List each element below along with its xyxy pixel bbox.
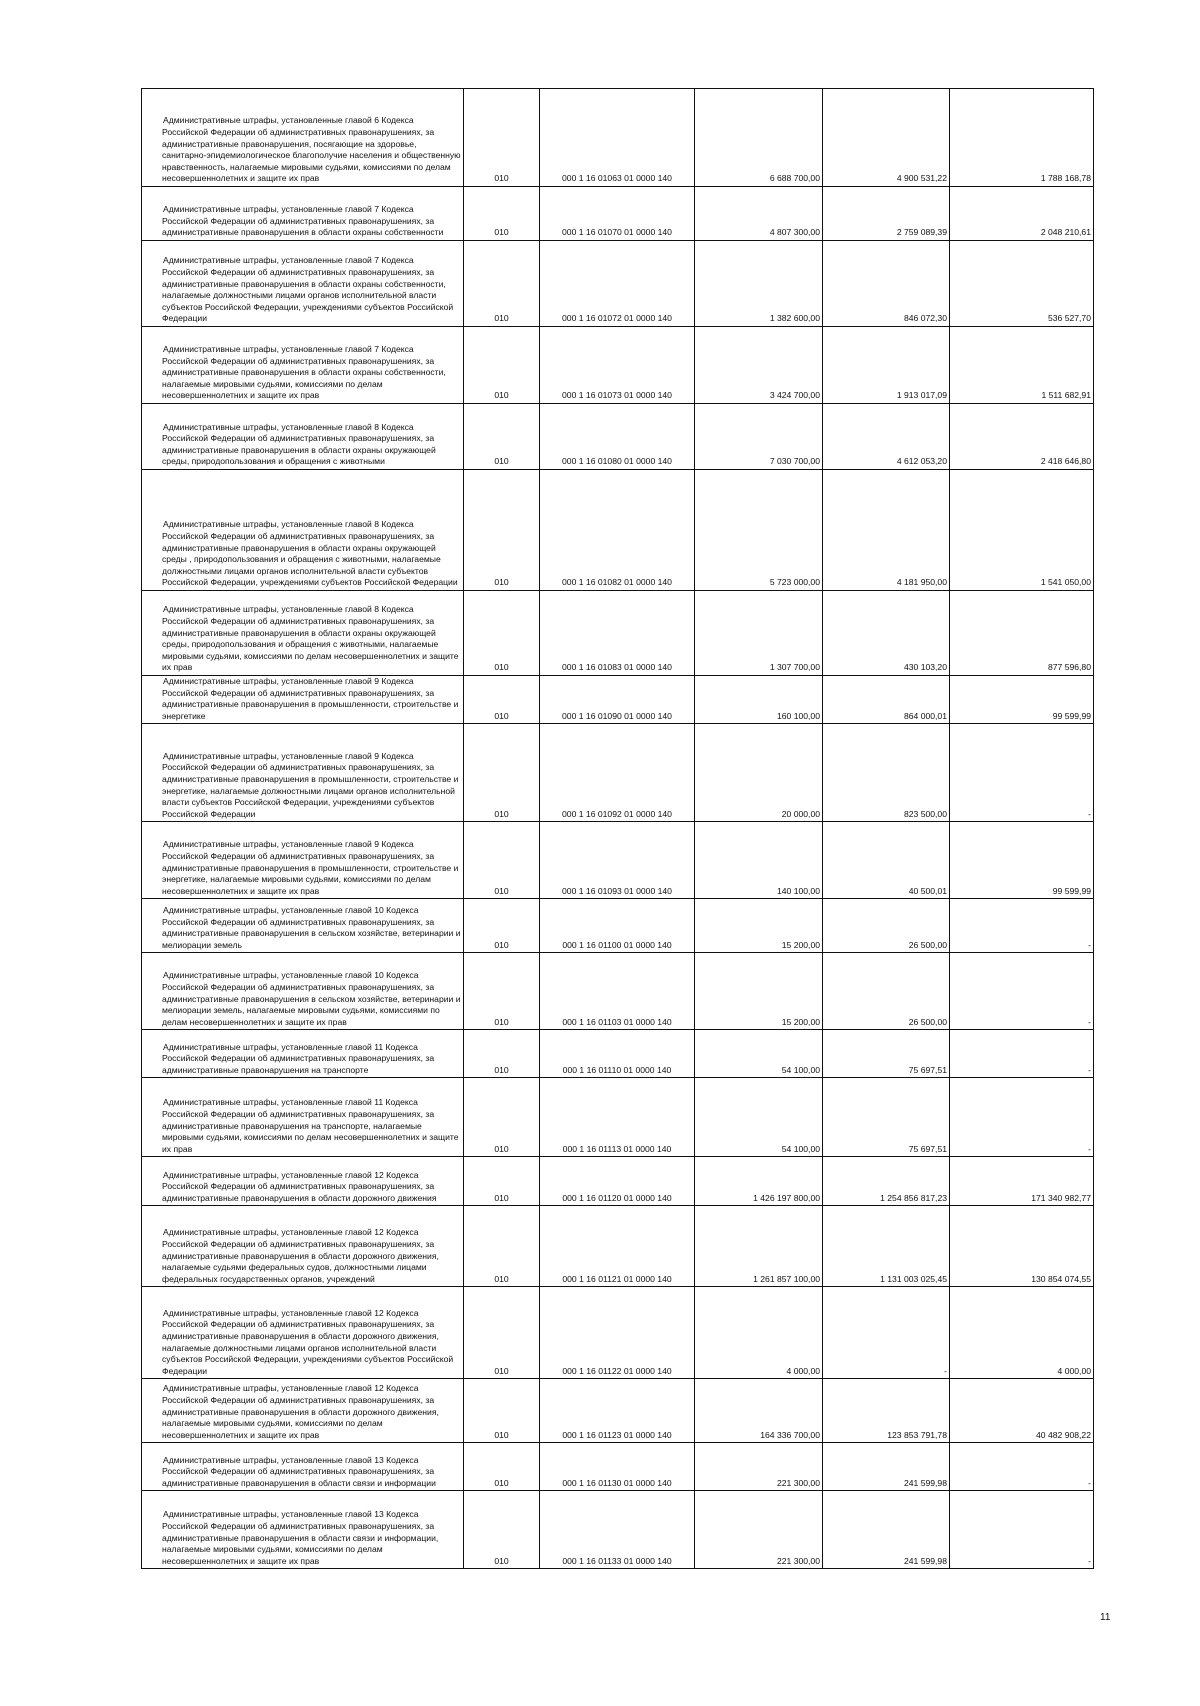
row-budget-code: 000 1 16 01082 01 0000 140 xyxy=(540,470,695,591)
row-description: Административные штрафы, установленные главой 9 Кодекса Российской Федерации об административных правонарушениях, за административные правонарушения в промышленности, строительстве и энергетике, налагаемые мировыми судьями, комиссиями по делам несовершеннолетних и защите их прав xyxy=(142,822,464,899)
row-description: Административные штрафы, установленные главой 11 Кодекса Российской Федерации об административных правонарушениях, за административные правонарушения на транспорте xyxy=(142,1030,464,1078)
row-budget-code: 000 1 16 01123 01 0000 140 xyxy=(540,1379,695,1443)
row-executed-amount: 823 500,00 xyxy=(823,724,950,822)
table-row xyxy=(142,724,1094,822)
row-description: Административные штрафы, установленные главой 13 Кодекса Российской Федерации об административных правонарушениях, за административные правонарушения в области связи и информации, налагаемые мировыми судьями, комиссиями по делам несовершеннолетних и защите их прав xyxy=(142,1491,464,1569)
row-line-code: 010 xyxy=(464,953,540,1030)
row-line-code: 010 xyxy=(464,1206,540,1287)
row-description: Административные штрафы, установленные главой 13 Кодекса Российской Федерации об административных правонарушениях, за административные правонарушения в области связи и информации xyxy=(142,1443,464,1491)
row-budget-code: 000 1 16 01070 01 0000 140 xyxy=(540,187,695,241)
row-executed-amount: 1 913 017,09 xyxy=(823,327,950,404)
row-approved-amount: 221 300,00 xyxy=(695,1491,823,1569)
row-approved-amount: 1 261 857 100,00 xyxy=(695,1206,823,1287)
row-budget-code: 000 1 16 01122 01 0000 140 xyxy=(540,1287,695,1379)
row-unexecuted-amount: 1 788 168,78 xyxy=(950,89,1094,187)
row-budget-code: 000 1 16 01090 01 0000 140 xyxy=(540,676,695,724)
row-unexecuted-amount: - xyxy=(950,1030,1094,1078)
table-row xyxy=(142,241,1094,327)
table-row xyxy=(142,822,1094,899)
row-unexecuted-amount: 1 541 050,00 xyxy=(950,470,1094,591)
row-unexecuted-amount: 2 418 646,80 xyxy=(950,404,1094,470)
row-description: Административные штрафы, установленные главой 10 Кодекса Российской Федерации об административных правонарушениях, за административные правонарушения в сельском хозяйстве, ветеринарии и мелиорации земель, налагаемые мировыми судьями, комиссиями по делам несовершеннолетних и защите их прав xyxy=(142,953,464,1030)
row-line-code: 010 xyxy=(464,89,540,187)
row-line-code: 010 xyxy=(464,724,540,822)
table-row xyxy=(142,899,1094,953)
table-row xyxy=(142,1491,1094,1569)
row-line-code: 010 xyxy=(464,1287,540,1379)
row-budget-code: 000 1 16 01130 01 0000 140 xyxy=(540,1443,695,1491)
row-budget-code: 000 1 16 01080 01 0000 140 xyxy=(540,404,695,470)
revenue-table-body xyxy=(142,89,1094,1569)
row-executed-amount: - xyxy=(823,1287,950,1379)
row-unexecuted-amount: - xyxy=(950,953,1094,1030)
row-description: Административные штрафы, установленные главой 6 Кодекса Российской Федерации об административных правонарушениях, за административные правонарушения, посягающие на здоровье, санитарно-эпидемиологическое благополучие населения и общественную нравственность, налагаемые мировыми судьями, комиссиями по делам несовершеннолетних и защите их прав xyxy=(142,89,464,187)
row-approved-amount: 54 100,00 xyxy=(695,1030,823,1078)
table-row xyxy=(142,404,1094,470)
row-executed-amount: 4 181 950,00 xyxy=(823,470,950,591)
row-description: Административные штрафы, установленные главой 10 Кодекса Российской Федерации об административных правонарушениях, за административные правонарушения в сельском хозяйстве, ветеринарии и мелиорации земель xyxy=(142,899,464,953)
row-line-code: 010 xyxy=(464,187,540,241)
row-unexecuted-amount: 2 048 210,61 xyxy=(950,187,1094,241)
row-unexecuted-amount: 99 599,99 xyxy=(950,822,1094,899)
row-line-code: 010 xyxy=(464,1078,540,1157)
row-executed-amount: 4 612 053,20 xyxy=(823,404,950,470)
page-number: 11 xyxy=(1100,1612,1111,1623)
row-approved-amount: 164 336 700,00 xyxy=(695,1379,823,1443)
table-row xyxy=(142,1379,1094,1443)
row-unexecuted-amount: - xyxy=(950,1078,1094,1157)
row-budget-code: 000 1 16 01100 01 0000 140 xyxy=(540,899,695,953)
table-row xyxy=(142,327,1094,404)
row-approved-amount: 221 300,00 xyxy=(695,1443,823,1491)
row-budget-code: 000 1 16 01093 01 0000 140 xyxy=(540,822,695,899)
row-approved-amount: 7 030 700,00 xyxy=(695,404,823,470)
row-executed-amount: 26 500,00 xyxy=(823,953,950,1030)
row-unexecuted-amount: 99 599,99 xyxy=(950,676,1094,724)
row-line-code: 010 xyxy=(464,1157,540,1206)
row-line-code: 010 xyxy=(464,1491,540,1569)
table-row xyxy=(142,187,1094,241)
row-description: Административные штрафы, установленные главой 12 Кодекса Российской Федерации об административных правонарушениях, за административные правонарушения в области дорожного движения, налагаемые должностными лицами органов исполнительной власти субъектов Российской Федерации, учреждениями субъектов Российской Федерации xyxy=(142,1287,464,1379)
row-approved-amount: 140 100,00 xyxy=(695,822,823,899)
row-description: Административные штрафы, установленные главой 12 Кодекса Российской Федерации об административных правонарушениях, за административные правонарушения в области дорожного движения xyxy=(142,1157,464,1206)
row-description: Административные штрафы, установленные главой 9 Кодекса Российской Федерации об административных правонарушениях, за административные правонарушения в промышленности, строительстве и энергетике xyxy=(142,676,464,724)
row-approved-amount: 4 000,00 xyxy=(695,1287,823,1379)
table-row xyxy=(142,1443,1094,1491)
row-approved-amount: 1 382 600,00 xyxy=(695,241,823,327)
row-description: Административные штрафы, установленные главой 8 Кодекса Российской Федерации об административных правонарушениях, за административные правонарушения в области охраны окружающей среды , природопользования и обращения с животными, налагаемые должностными лицами органов исполнительной власти субъектов Российской Федерации, учреждениями субъектов Российской Федерации xyxy=(142,470,464,591)
row-line-code: 010 xyxy=(464,676,540,724)
row-budget-code: 000 1 16 01083 01 0000 140 xyxy=(540,591,695,676)
row-budget-code: 000 1 16 01092 01 0000 140 xyxy=(540,724,695,822)
row-line-code: 010 xyxy=(464,327,540,404)
row-executed-amount: 430 103,20 xyxy=(823,591,950,676)
row-executed-amount: 846 072,30 xyxy=(823,241,950,327)
table-row xyxy=(142,953,1094,1030)
row-description: Административные штрафы, установленные главой 8 Кодекса Российской Федерации об административных правонарушениях, за административные правонарушения в области охраны окружающей среды, природопользования и обращения с животными xyxy=(142,404,464,470)
row-approved-amount: 15 200,00 xyxy=(695,899,823,953)
row-budget-code: 000 1 16 01103 01 0000 140 xyxy=(540,953,695,1030)
row-approved-amount: 4 807 300,00 xyxy=(695,187,823,241)
row-line-code: 010 xyxy=(464,1030,540,1078)
row-budget-code: 000 1 16 01072 01 0000 140 xyxy=(540,241,695,327)
row-executed-amount: 75 697,51 xyxy=(823,1030,950,1078)
row-executed-amount: 40 500,01 xyxy=(823,822,950,899)
row-description: Административные штрафы, установленные главой 8 Кодекса Российской Федерации об административных правонарушениях, за административные правонарушения в области охраны окружающей среды, природопользования и обращения с животными, налагаемые мировыми судьями, комиссиями по делам несовершеннолетних и защите их прав xyxy=(142,591,464,676)
row-budget-code: 000 1 16 01121 01 0000 140 xyxy=(540,1206,695,1287)
row-executed-amount: 26 500,00 xyxy=(823,899,950,953)
row-executed-amount: 123 853 791,78 xyxy=(823,1379,950,1443)
row-line-code: 010 xyxy=(464,1379,540,1443)
row-unexecuted-amount: - xyxy=(950,1443,1094,1491)
row-line-code: 010 xyxy=(464,241,540,327)
row-unexecuted-amount: 130 854 074,55 xyxy=(950,1206,1094,1287)
row-approved-amount: 20 000,00 xyxy=(695,724,823,822)
table-row xyxy=(142,1078,1094,1157)
row-approved-amount: 15 200,00 xyxy=(695,953,823,1030)
table-row xyxy=(142,470,1094,591)
table-row xyxy=(142,676,1094,724)
row-approved-amount: 54 100,00 xyxy=(695,1078,823,1157)
row-line-code: 010 xyxy=(464,591,540,676)
row-unexecuted-amount: 1 511 682,91 xyxy=(950,327,1094,404)
row-executed-amount: 864 000,01 xyxy=(823,676,950,724)
row-unexecuted-amount: 536 527,70 xyxy=(950,241,1094,327)
row-unexecuted-amount: - xyxy=(950,899,1094,953)
row-budget-code: 000 1 16 01073 01 0000 140 xyxy=(540,327,695,404)
row-unexecuted-amount: 877 596,80 xyxy=(950,591,1094,676)
table-row xyxy=(142,1157,1094,1206)
row-approved-amount: 5 723 000,00 xyxy=(695,470,823,591)
row-budget-code: 000 1 16 01120 01 0000 140 xyxy=(540,1157,695,1206)
row-description: Административные штрафы, установленные главой 9 Кодекса Российской Федерации об административных правонарушениях, за административные правонарушения в промышленности, строительстве и энергетике, налагаемые должностными лицами органов исполнительной власти субъектов Российской Федерации, учреждениями субъектов Российской Федерации xyxy=(142,724,464,822)
row-unexecuted-amount: - xyxy=(950,1491,1094,1569)
row-executed-amount: 1 131 003 025,45 xyxy=(823,1206,950,1287)
row-description: Административные штрафы, установленные главой 7 Кодекса Российской Федерации об административных правонарушениях, за административные правонарушения в области охраны собственности, налагаемые должностными лицами органов исполнительной власти субъектов Российской Федерации, учреждениями субъектов Российской Федерации xyxy=(142,241,464,327)
row-unexecuted-amount: 4 000,00 xyxy=(950,1287,1094,1379)
row-unexecuted-amount: 171 340 982,77 xyxy=(950,1157,1094,1206)
row-executed-amount: 75 697,51 xyxy=(823,1078,950,1157)
table-row xyxy=(142,1206,1094,1287)
row-approved-amount: 1 426 197 800,00 xyxy=(695,1157,823,1206)
row-line-code: 010 xyxy=(464,404,540,470)
row-budget-code: 000 1 16 01110 01 0000 140 xyxy=(540,1030,695,1078)
table-row xyxy=(142,1030,1094,1078)
row-executed-amount: 241 599,98 xyxy=(823,1491,950,1569)
row-unexecuted-amount: - xyxy=(950,724,1094,822)
row-line-code: 010 xyxy=(464,899,540,953)
row-executed-amount: 1 254 856 817,23 xyxy=(823,1157,950,1206)
table-row xyxy=(142,591,1094,676)
table-row xyxy=(142,89,1094,187)
row-approved-amount: 1 307 700,00 xyxy=(695,591,823,676)
row-budget-code: 000 1 16 01133 01 0000 140 xyxy=(540,1491,695,1569)
revenue-table xyxy=(141,88,1094,1569)
row-description: Административные штрафы, установленные главой 11 Кодекса Российской Федерации об административных правонарушениях, за административные правонарушения на транспорте, налагаемые мировыми судьями, комиссиями по делам несовершеннолетних и защите их прав xyxy=(142,1078,464,1157)
row-approved-amount: 3 424 700,00 xyxy=(695,327,823,404)
row-unexecuted-amount: 40 482 908,22 xyxy=(950,1379,1094,1443)
row-approved-amount: 6 688 700,00 xyxy=(695,89,823,187)
row-executed-amount: 2 759 089,39 xyxy=(823,187,950,241)
row-line-code: 010 xyxy=(464,470,540,591)
row-description: Административные штрафы, установленные главой 12 Кодекса Российской Федерации об административных правонарушениях, за административные правонарушения в области дорожного движения, налагаемые судьями федеральных судов, должностными лицами федеральных государственных органов, учреждений xyxy=(142,1206,464,1287)
table-row xyxy=(142,1287,1094,1379)
row-description: Административные штрафы, установленные главой 7 Кодекса Российской Федерации об административных правонарушениях, за административные правонарушения в области охраны собственности, налагаемые мировыми судьями, комиссиями по делам несовершеннолетних и защите их прав xyxy=(142,327,464,404)
row-line-code: 010 xyxy=(464,1443,540,1491)
row-executed-amount: 241 599,98 xyxy=(823,1443,950,1491)
row-description: Административные штрафы, установленные главой 12 Кодекса Российской Федерации об административных правонарушениях, за административные правонарушения в области дорожного движения, налагаемые мировыми судьями, комиссиями по делам несовершеннолетних и защите их прав xyxy=(142,1379,464,1443)
row-budget-code: 000 1 16 01063 01 0000 140 xyxy=(540,89,695,187)
row-executed-amount: 4 900 531,22 xyxy=(823,89,950,187)
row-line-code: 010 xyxy=(464,822,540,899)
row-budget-code: 000 1 16 01113 01 0000 140 xyxy=(540,1078,695,1157)
row-approved-amount: 160 100,00 xyxy=(695,676,823,724)
row-description: Административные штрафы, установленные главой 7 Кодекса Российской Федерации об административных правонарушениях, за административные правонарушения в области охраны собственности xyxy=(142,187,464,241)
